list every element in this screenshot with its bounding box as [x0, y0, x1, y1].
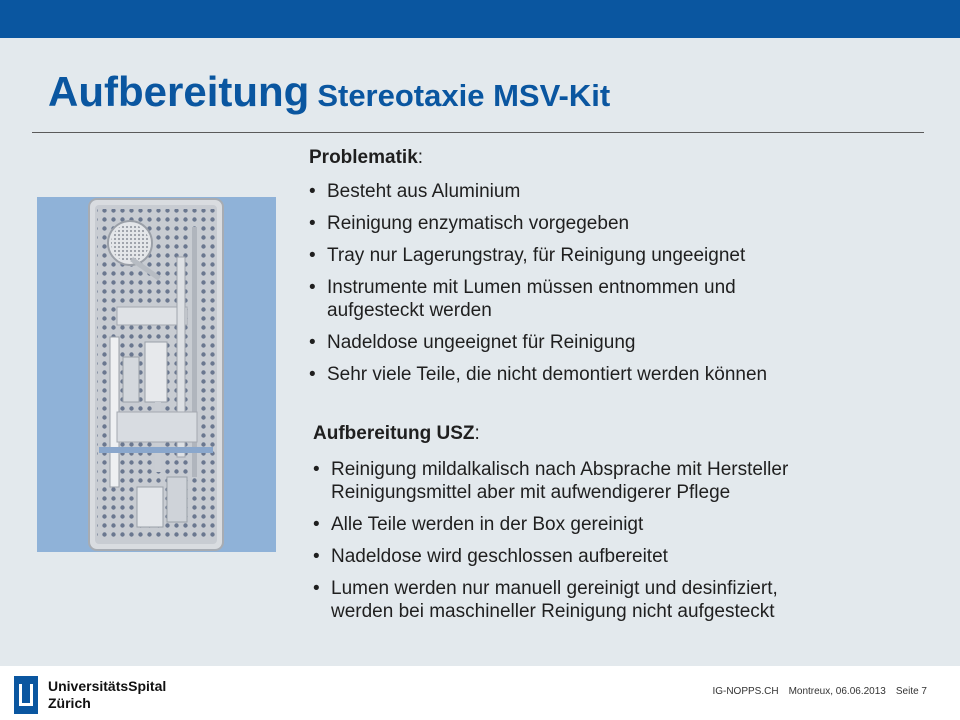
page-number: Seite 7 [895, 686, 927, 697]
list-item: • Reinigung mildalkalisch nach Absprache mit Hersteller Reinigungsmittel aber mit aufwendigerer Pflege [313, 458, 788, 504]
footer-org: IG-NOPPS.CH [712, 686, 779, 697]
footer-meta [702, 686, 927, 697]
logo-line-1: UniversitätsSpital [48, 678, 167, 694]
list-item: • Besteht aus Aluminium [309, 180, 767, 203]
problematik-list [309, 180, 767, 395]
logo-line-2: Zürich [48, 695, 91, 711]
list-item: • Alle Teile werden in der Box gereinigt [313, 513, 788, 536]
list-item: • Reinigung enzymatisch vorgegeben [309, 212, 767, 235]
aufbereitung-usz-heading: Aufbereitung USZ: [313, 423, 480, 444]
title-divider [32, 132, 924, 133]
list-item: • Nadeldose wird geschlossen aufbereitet [313, 545, 788, 568]
usz-logo [14, 676, 166, 714]
problematik-heading: Problematik: [309, 147, 424, 168]
slide-title-main: Aufbereitung [48, 68, 310, 115]
aufbereitung-usz-list [313, 458, 788, 632]
list-item: • Instrumente mit Lumen müssen entnommen und aufgesteckt werden [309, 276, 767, 322]
top-banner [0, 0, 960, 38]
usz-logo-icon [14, 676, 38, 714]
list-item: • Tray nur Lagerungstray, für Reinigung ungeeignet [309, 244, 767, 267]
footer-event: Montreux, 06.06.2013 [788, 686, 886, 697]
list-item: • Sehr viele Teile, die nicht demontiert werden können [309, 363, 767, 386]
slide-title-sub: Stereotaxie MSV-Kit [317, 78, 611, 113]
instrument-tray-photo [37, 197, 276, 552]
list-item: • Lumen werden nur manuell gereinigt und desinfiziert, werden bei maschineller Reinigung nicht aufgesteckt [313, 577, 788, 623]
slide-title [48, 68, 610, 116]
list-item: • Nadeldose ungeeignet für Reinigung [309, 331, 767, 354]
